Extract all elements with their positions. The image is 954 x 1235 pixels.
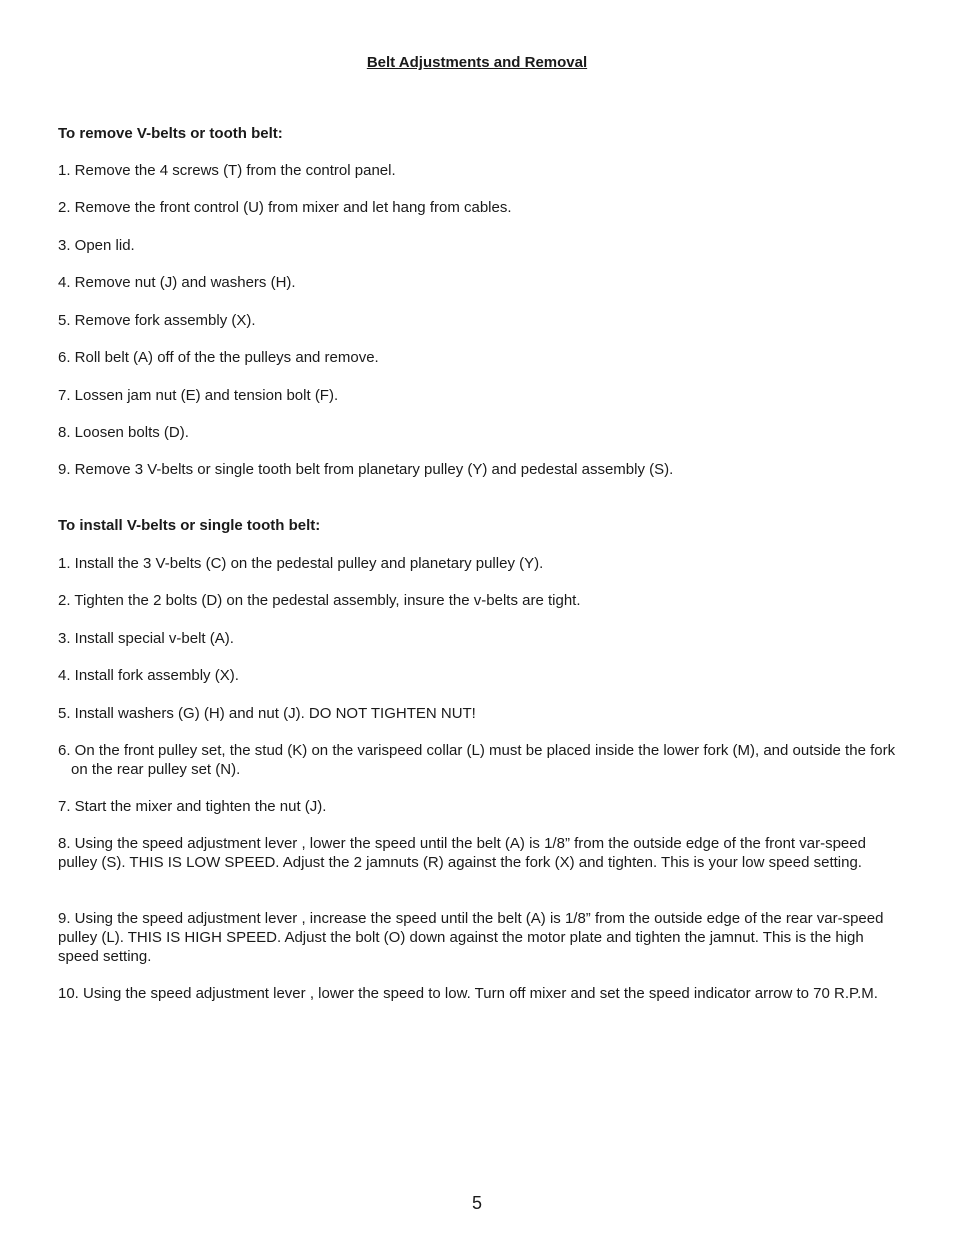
- remove-step: 3. Open lid.: [58, 237, 135, 254]
- remove-step: 2. Remove the front control (U) from mixer and let hang from cables.: [58, 199, 512, 216]
- install-step: 5. Install washers (G) (H) and nut (J). DO NOT TIGHTEN NUT!: [58, 705, 476, 722]
- install-step: 2. Tighten the 2 bolts (D) on the pedestal assembly, insure the v-belts are tight.: [58, 592, 581, 609]
- remove-section: [58, 124, 888, 143]
- install-step: 7. Start the mixer and tighten the nut (J).: [58, 798, 327, 815]
- page-number: 5: [471, 1193, 482, 1213]
- remove-step: 4. Remove nut (J) and washers (H).: [58, 274, 296, 291]
- install-section: [58, 516, 888, 535]
- remove-step: 9. Remove 3 V-belts or single tooth belt from planetary pulley (Y) and pedestal assembly (S).: [58, 461, 674, 478]
- install-step: 4. Install fork assembly (X).: [58, 667, 239, 684]
- remove-step: 1. Remove the 4 screws (T) from the control panel.: [58, 162, 396, 179]
- install-step: 10. Using the speed adjustment lever , lower the speed to low. Turn off mixer and set the speed indicator arrow to 70 R.P.M.: [58, 985, 878, 1002]
- page-title: Belt Adjustments and Removal: [366, 54, 588, 71]
- install-step: 6. On the front pulley set, the stud (K) on the varispeed collar (L) must be placed inside the lower fork (M), and outside the fork on the rear pulley set (N).: [58, 742, 896, 778]
- remove-heading: To remove V-belts or tooth belt:: [58, 125, 283, 142]
- install-step: 8. Using the speed adjustment lever , lower the speed until the belt (A) is 1/8” from the outside edge of the front var-speed pulley (S). THIS IS LOW SPEED. Adjust the 2 jamnuts (R) against the fork (X) and tighten. This is your low speed setting.: [58, 835, 866, 871]
- remove-step: 8. Loosen bolts (D).: [58, 424, 189, 441]
- remove-step: 5. Remove fork assembly (X).: [58, 312, 256, 329]
- install-heading: To install V-belts or single tooth belt:: [58, 517, 321, 534]
- remove-step: 6. Roll belt (A) off of the the pulleys and remove.: [58, 349, 379, 366]
- remove-step: 7. Lossen jam nut (E) and tension bolt (F).: [58, 387, 339, 404]
- install-step: 3. Install special v-belt (A).: [58, 630, 234, 647]
- install-step: 9. Using the speed adjustment lever , increase the speed until the belt (A) is 1/8” from the outside edge of the rear var-speed pulley (L). THIS IS HIGH SPEED. Adjust the bolt (O) down against the motor plate and tighten the jamnut. This is the high speed setting.: [58, 910, 884, 965]
- install-step: 1. Install the 3 V-belts (C) on the pedestal pulley and planetary pulley (Y).: [58, 555, 544, 572]
